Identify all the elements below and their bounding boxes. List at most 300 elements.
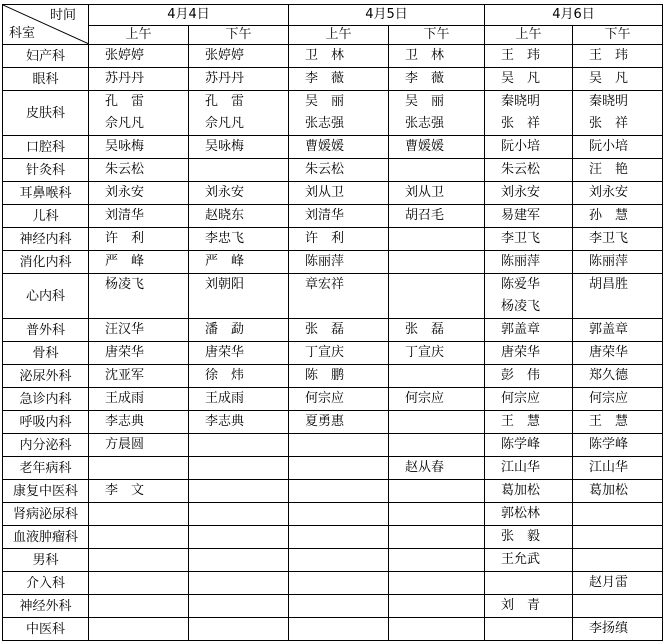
doctor-cell [389, 549, 485, 572]
doctor-cell [389, 388, 485, 411]
doctor-name: 何宗应 [589, 391, 629, 406]
doctor-cell [189, 434, 289, 457]
doctor-name: 何宗应 [405, 391, 445, 406]
doctor-cell [89, 503, 189, 526]
doctor-name: 王成雨 [205, 391, 245, 406]
department-cell: 康复中医科 [3, 480, 89, 503]
doctor-name: 陈丽萍 [589, 254, 629, 269]
table-row [3, 228, 663, 251]
doctor-name: 章宏祥 [305, 277, 345, 292]
doctor-cell [389, 503, 485, 526]
doctor-name: 陈爱华 [501, 277, 541, 292]
doctor-name: 何宗应 [501, 391, 541, 406]
department-cell: 口腔科 [3, 136, 89, 159]
doctor-name: 汪 艳 [589, 162, 629, 177]
doctor-name: 李志典 [105, 414, 145, 429]
doctor-name: 陈丽萍 [501, 254, 541, 269]
doctor-cell [485, 388, 573, 411]
doctor-cell [485, 45, 573, 68]
doctor-cell [189, 319, 289, 342]
doctor-cell [389, 68, 485, 91]
doctor-cell [189, 342, 289, 365]
doctor-cell [289, 503, 389, 526]
department-cell: 消化内科 [3, 251, 89, 274]
doctor-name: 孔 雷 [205, 94, 245, 109]
department-cell: 男科 [3, 549, 89, 572]
doctor-name: 刘永安 [205, 185, 245, 200]
department-cell: 儿科 [3, 205, 89, 228]
doctor-cell [89, 136, 189, 159]
doctor-cell [189, 68, 289, 91]
department-cell: 耳鼻喉科 [3, 182, 89, 205]
doctor-name: 王允武 [501, 552, 541, 567]
doctor-name: 张 祥 [589, 116, 629, 131]
doctor-name: 易建军 [501, 208, 541, 223]
day-header: 4月6日 [485, 5, 663, 26]
doctor-cell [485, 251, 573, 274]
doctor-cell [89, 251, 189, 274]
doctor-name: 胡召毛 [405, 208, 445, 223]
doctor-name: 刘清华 [105, 208, 145, 223]
doctor-name: 孔 雷 [105, 94, 145, 109]
doctor-name: 王 玮 [589, 48, 629, 63]
schedule-body [3, 45, 663, 641]
doctor-cell [485, 411, 573, 434]
doctor-name: 严 峰 [105, 254, 145, 269]
doctor-name: 张婷婷 [105, 48, 145, 63]
doctor-name: 佘凡凡 [105, 116, 145, 131]
doctor-name: 朱云松 [501, 162, 541, 177]
department-cell: 泌尿外科 [3, 365, 89, 388]
doctor-cell [485, 595, 573, 618]
doctor-cell [89, 228, 189, 251]
doctor-cell [573, 365, 663, 388]
department-cell: 骨科 [3, 342, 89, 365]
table-row [3, 480, 663, 503]
doctor-name: 赵晓东 [205, 208, 245, 223]
doctor-name: 朱云松 [105, 162, 145, 177]
doctor-name: 沈亚军 [105, 368, 145, 383]
doctor-name: 陈学峰 [589, 437, 629, 452]
doctor-cell [189, 205, 289, 228]
doctor-cell [89, 205, 189, 228]
doctor-name: 苏丹丹 [105, 71, 145, 86]
doctor-name: 赵从春 [405, 460, 445, 475]
table-row [3, 205, 663, 228]
doctor-cell [89, 45, 189, 68]
doctor-name: 郑久德 [589, 368, 629, 383]
doctor-cell [573, 595, 663, 618]
doctor-name: 陈学峰 [501, 437, 541, 452]
doctor-name: 张志强 [405, 116, 445, 131]
doctor-name: 刘清华 [305, 208, 345, 223]
doctor-name: 李 薇 [305, 71, 345, 86]
doctor-cell [485, 549, 573, 572]
doctor-cell [189, 503, 289, 526]
table-row [3, 572, 663, 595]
doctor-cell [485, 365, 573, 388]
doctor-cell [485, 457, 573, 480]
doctor-name: 李志典 [205, 414, 245, 429]
doctor-cell [485, 618, 573, 641]
table-row [3, 618, 663, 641]
doctor-cell [289, 319, 389, 342]
doctor-cell [289, 365, 389, 388]
doctor-name: 李扬缜 [589, 621, 629, 636]
doctor-cell [573, 274, 663, 319]
doctor-cell [89, 526, 189, 549]
doctor-cell [573, 572, 663, 595]
doctor-name: 吴 丽 [405, 94, 445, 109]
doctor-name: 彭 伟 [501, 368, 541, 383]
doctor-cell [89, 480, 189, 503]
doctor-cell [289, 595, 389, 618]
doctor-cell [189, 159, 289, 182]
doctor-name: 许 利 [305, 231, 345, 246]
doctor-cell [573, 319, 663, 342]
doctor-cell [189, 182, 289, 205]
schedule-container [2, 4, 663, 641]
table-row [3, 251, 663, 274]
doctor-name: 张婷婷 [205, 48, 245, 63]
doctor-name: 夏勇惠 [305, 414, 345, 429]
doctor-cell [485, 228, 573, 251]
doctor-cell [573, 68, 663, 91]
doctor-name: 卫 林 [405, 48, 445, 63]
department-cell: 血液肿瘤科 [3, 526, 89, 549]
doctor-name: 张 磊 [305, 322, 345, 337]
doctor-cell [389, 434, 485, 457]
doctor-name: 李卫飞 [589, 231, 629, 246]
doctor-cell [189, 91, 289, 136]
department-cell: 眼科 [3, 68, 89, 91]
doctor-name: 江山华 [501, 460, 541, 475]
table-row [3, 274, 663, 319]
doctor-cell [289, 68, 389, 91]
doctor-cell [189, 411, 289, 434]
doctor-name: 刘永安 [105, 185, 145, 200]
table-row [3, 595, 663, 618]
doctor-cell [485, 274, 573, 319]
doctor-cell [389, 526, 485, 549]
doctor-cell [573, 182, 663, 205]
table-row [3, 182, 663, 205]
doctor-cell [485, 572, 573, 595]
doctor-name: 王 玮 [501, 48, 541, 63]
doctor-cell [189, 228, 289, 251]
doctor-cell [389, 159, 485, 182]
doctor-cell [573, 159, 663, 182]
doctor-cell [289, 182, 389, 205]
doctor-cell [289, 342, 389, 365]
department-cell: 呼吸内科 [3, 411, 89, 434]
doctor-name: 朱云松 [305, 162, 345, 177]
doctor-name: 秦晓明 [501, 94, 541, 109]
table-row [3, 45, 663, 68]
doctor-name: 吴 凡 [589, 71, 629, 86]
doctor-cell [189, 251, 289, 274]
doctor-name: 孙 慧 [589, 208, 629, 223]
doctor-name: 王 慧 [501, 414, 541, 429]
doctor-cell [89, 572, 189, 595]
doctor-name: 吴 凡 [501, 71, 541, 86]
doctor-cell [289, 480, 389, 503]
table-row [3, 503, 663, 526]
doctor-name: 张志强 [305, 116, 345, 131]
doctor-name: 佘凡凡 [205, 116, 245, 131]
doctor-name: 郭盖章 [501, 322, 541, 337]
doctor-cell [573, 503, 663, 526]
doctor-name: 唐荣华 [589, 345, 629, 360]
doctor-name: 张 毅 [501, 529, 541, 544]
doctor-name: 葛加松 [589, 483, 629, 498]
doctor-cell [389, 457, 485, 480]
doctor-name: 唐荣华 [205, 345, 245, 360]
doctor-cell [389, 319, 485, 342]
doctor-name: 杨凌飞 [501, 299, 541, 314]
doctor-cell [389, 365, 485, 388]
doctor-cell [89, 618, 189, 641]
doctor-cell [389, 228, 485, 251]
doctor-cell [289, 274, 389, 319]
doctor-name: 吴 丽 [305, 94, 345, 109]
doctor-cell [485, 159, 573, 182]
doctor-name: 李卫飞 [501, 231, 541, 246]
doctor-name: 刘从卫 [405, 185, 445, 200]
department-cell: 神经外科 [3, 595, 89, 618]
doctor-cell [189, 136, 289, 159]
doctor-cell [485, 205, 573, 228]
am-header: 上午 [289, 26, 389, 45]
doctor-cell [485, 68, 573, 91]
doctor-name: 方晨圆 [105, 437, 145, 452]
doctor-cell [289, 45, 389, 68]
doctor-cell [389, 274, 485, 319]
doctor-cell [289, 411, 389, 434]
doctor-name: 阮小培 [589, 139, 629, 154]
department-cell: 急诊内科 [3, 388, 89, 411]
table-row [3, 68, 663, 91]
doctor-cell [485, 434, 573, 457]
doctor-cell [89, 595, 189, 618]
doctor-cell [389, 136, 485, 159]
doctor-name: 刘从卫 [305, 185, 345, 200]
doctor-cell [485, 342, 573, 365]
doctor-name: 陈 鹏 [305, 368, 345, 383]
doctor-cell [389, 480, 485, 503]
table-row [3, 342, 663, 365]
doctor-name: 胡昌胜 [589, 277, 629, 292]
department-cell: 中医科 [3, 618, 89, 641]
corner-label-time: 时间 [49, 8, 76, 23]
doctor-cell [573, 342, 663, 365]
doctor-name: 王 慧 [589, 414, 629, 429]
doctor-cell [389, 342, 485, 365]
table-row [3, 319, 663, 342]
doctor-name: 杨凌飞 [105, 277, 145, 292]
doctor-name: 江山华 [589, 460, 629, 475]
department-cell: 介入科 [3, 572, 89, 595]
doctor-name: 陈丽萍 [305, 254, 345, 269]
doctor-cell [573, 136, 663, 159]
day-header: 4月5日 [289, 5, 485, 26]
doctor-cell [573, 526, 663, 549]
doctor-name: 吴咏梅 [105, 139, 145, 154]
doctor-cell [289, 136, 389, 159]
doctor-cell [389, 91, 485, 136]
doctor-cell [389, 251, 485, 274]
doctor-cell [289, 159, 389, 182]
doctor-cell [89, 365, 189, 388]
doctor-cell [289, 228, 389, 251]
doctor-cell [485, 480, 573, 503]
doctor-cell [573, 388, 663, 411]
doctor-name: 阮小培 [501, 139, 541, 154]
doctor-name: 葛加松 [501, 483, 541, 498]
doctor-cell [89, 342, 189, 365]
doctor-cell [389, 618, 485, 641]
table-row [3, 365, 663, 388]
doctor-cell [485, 91, 573, 136]
doctor-name: 潘 勐 [205, 322, 245, 337]
doctor-cell [573, 457, 663, 480]
doctor-cell [389, 205, 485, 228]
doctor-name: 李 薇 [405, 71, 445, 86]
doctor-cell [485, 526, 573, 549]
doctor-cell [573, 228, 663, 251]
doctor-cell [389, 182, 485, 205]
doctor-name: 卫 林 [305, 48, 345, 63]
doctor-cell [573, 45, 663, 68]
doctor-cell [573, 434, 663, 457]
doctor-cell [289, 205, 389, 228]
duty-schedule-table [2, 4, 663, 641]
doctor-cell [189, 526, 289, 549]
doctor-name: 唐荣华 [501, 345, 541, 360]
department-cell: 肾病泌尿科 [3, 503, 89, 526]
doctor-cell [89, 274, 189, 319]
pm-header: 下午 [573, 26, 663, 45]
department-cell: 心内科 [3, 274, 89, 319]
doctor-cell [189, 549, 289, 572]
table-row [3, 549, 663, 572]
doctor-name: 张 祥 [501, 116, 541, 131]
doctor-cell [289, 91, 389, 136]
doctor-cell [389, 572, 485, 595]
doctor-cell [485, 503, 573, 526]
doctor-name: 何宗应 [305, 391, 345, 406]
doctor-name: 严 峰 [205, 254, 245, 269]
doctor-name: 郭松林 [501, 506, 541, 521]
doctor-cell [89, 411, 189, 434]
doctor-cell [89, 457, 189, 480]
table-row [3, 388, 663, 411]
doctor-cell [289, 618, 389, 641]
doctor-cell [389, 45, 485, 68]
doctor-name: 吴咏梅 [205, 139, 245, 154]
doctor-cell [189, 274, 289, 319]
pm-header: 下午 [189, 26, 289, 45]
doctor-cell [189, 480, 289, 503]
doctor-cell [485, 182, 573, 205]
department-cell: 普外科 [3, 319, 89, 342]
department-cell: 皮肤科 [3, 91, 89, 136]
table-row [3, 91, 663, 136]
department-cell: 针灸科 [3, 159, 89, 182]
doctor-cell [189, 388, 289, 411]
doctor-cell [289, 549, 389, 572]
doctor-name: 李忠飞 [205, 231, 245, 246]
doctor-name: 秦晓明 [589, 94, 629, 109]
corner-label-department: 科室 [9, 26, 36, 41]
table-row [3, 434, 663, 457]
doctor-cell [89, 91, 189, 136]
doctor-name: 刘朝阳 [205, 277, 245, 292]
doctor-name: 赵月雷 [589, 575, 629, 590]
doctor-name: 张 磊 [405, 322, 445, 337]
table-row [3, 457, 663, 480]
doctor-cell [573, 549, 663, 572]
doctor-name: 苏丹丹 [205, 71, 245, 86]
doctor-cell [189, 595, 289, 618]
doctor-name: 汪汉华 [105, 322, 145, 337]
doctor-cell [289, 251, 389, 274]
day-header: 4月4日 [89, 5, 289, 26]
doctor-name: 曹媛媛 [305, 139, 345, 154]
department-cell: 老年病科 [3, 457, 89, 480]
doctor-name: 许 利 [105, 231, 145, 246]
header-corner-cell [3, 5, 89, 45]
doctor-cell [573, 205, 663, 228]
table-row [3, 159, 663, 182]
doctor-cell [189, 45, 289, 68]
doctor-cell [189, 572, 289, 595]
department-cell: 内分泌科 [3, 434, 89, 457]
doctor-name: 郭盖章 [589, 322, 629, 337]
doctor-cell [573, 91, 663, 136]
pm-header: 下午 [389, 26, 485, 45]
doctor-name: 曹媛媛 [405, 139, 445, 154]
doctor-cell [573, 480, 663, 503]
doctor-cell [89, 159, 189, 182]
doctor-cell [189, 365, 289, 388]
doctor-cell [573, 618, 663, 641]
doctor-cell [289, 434, 389, 457]
doctor-cell [485, 136, 573, 159]
doctor-cell [289, 457, 389, 480]
am-header: 上午 [89, 26, 189, 45]
doctor-cell [189, 618, 289, 641]
doctor-cell [289, 526, 389, 549]
doctor-name: 刘 青 [501, 598, 541, 613]
doctor-cell [189, 457, 289, 480]
table-row [3, 526, 663, 549]
doctor-cell [573, 411, 663, 434]
am-header: 上午 [485, 26, 573, 45]
department-cell: 神经内科 [3, 228, 89, 251]
department-cell: 妇产科 [3, 45, 89, 68]
table-row [3, 411, 663, 434]
doctor-cell [289, 572, 389, 595]
doctor-cell [89, 68, 189, 91]
doctor-name: 李 文 [105, 483, 145, 498]
doctor-cell [389, 411, 485, 434]
doctor-cell [89, 319, 189, 342]
table-row [3, 136, 663, 159]
doctor-cell [89, 434, 189, 457]
doctor-name: 刘永安 [501, 185, 541, 200]
doctor-name: 丁宣庆 [305, 345, 345, 360]
